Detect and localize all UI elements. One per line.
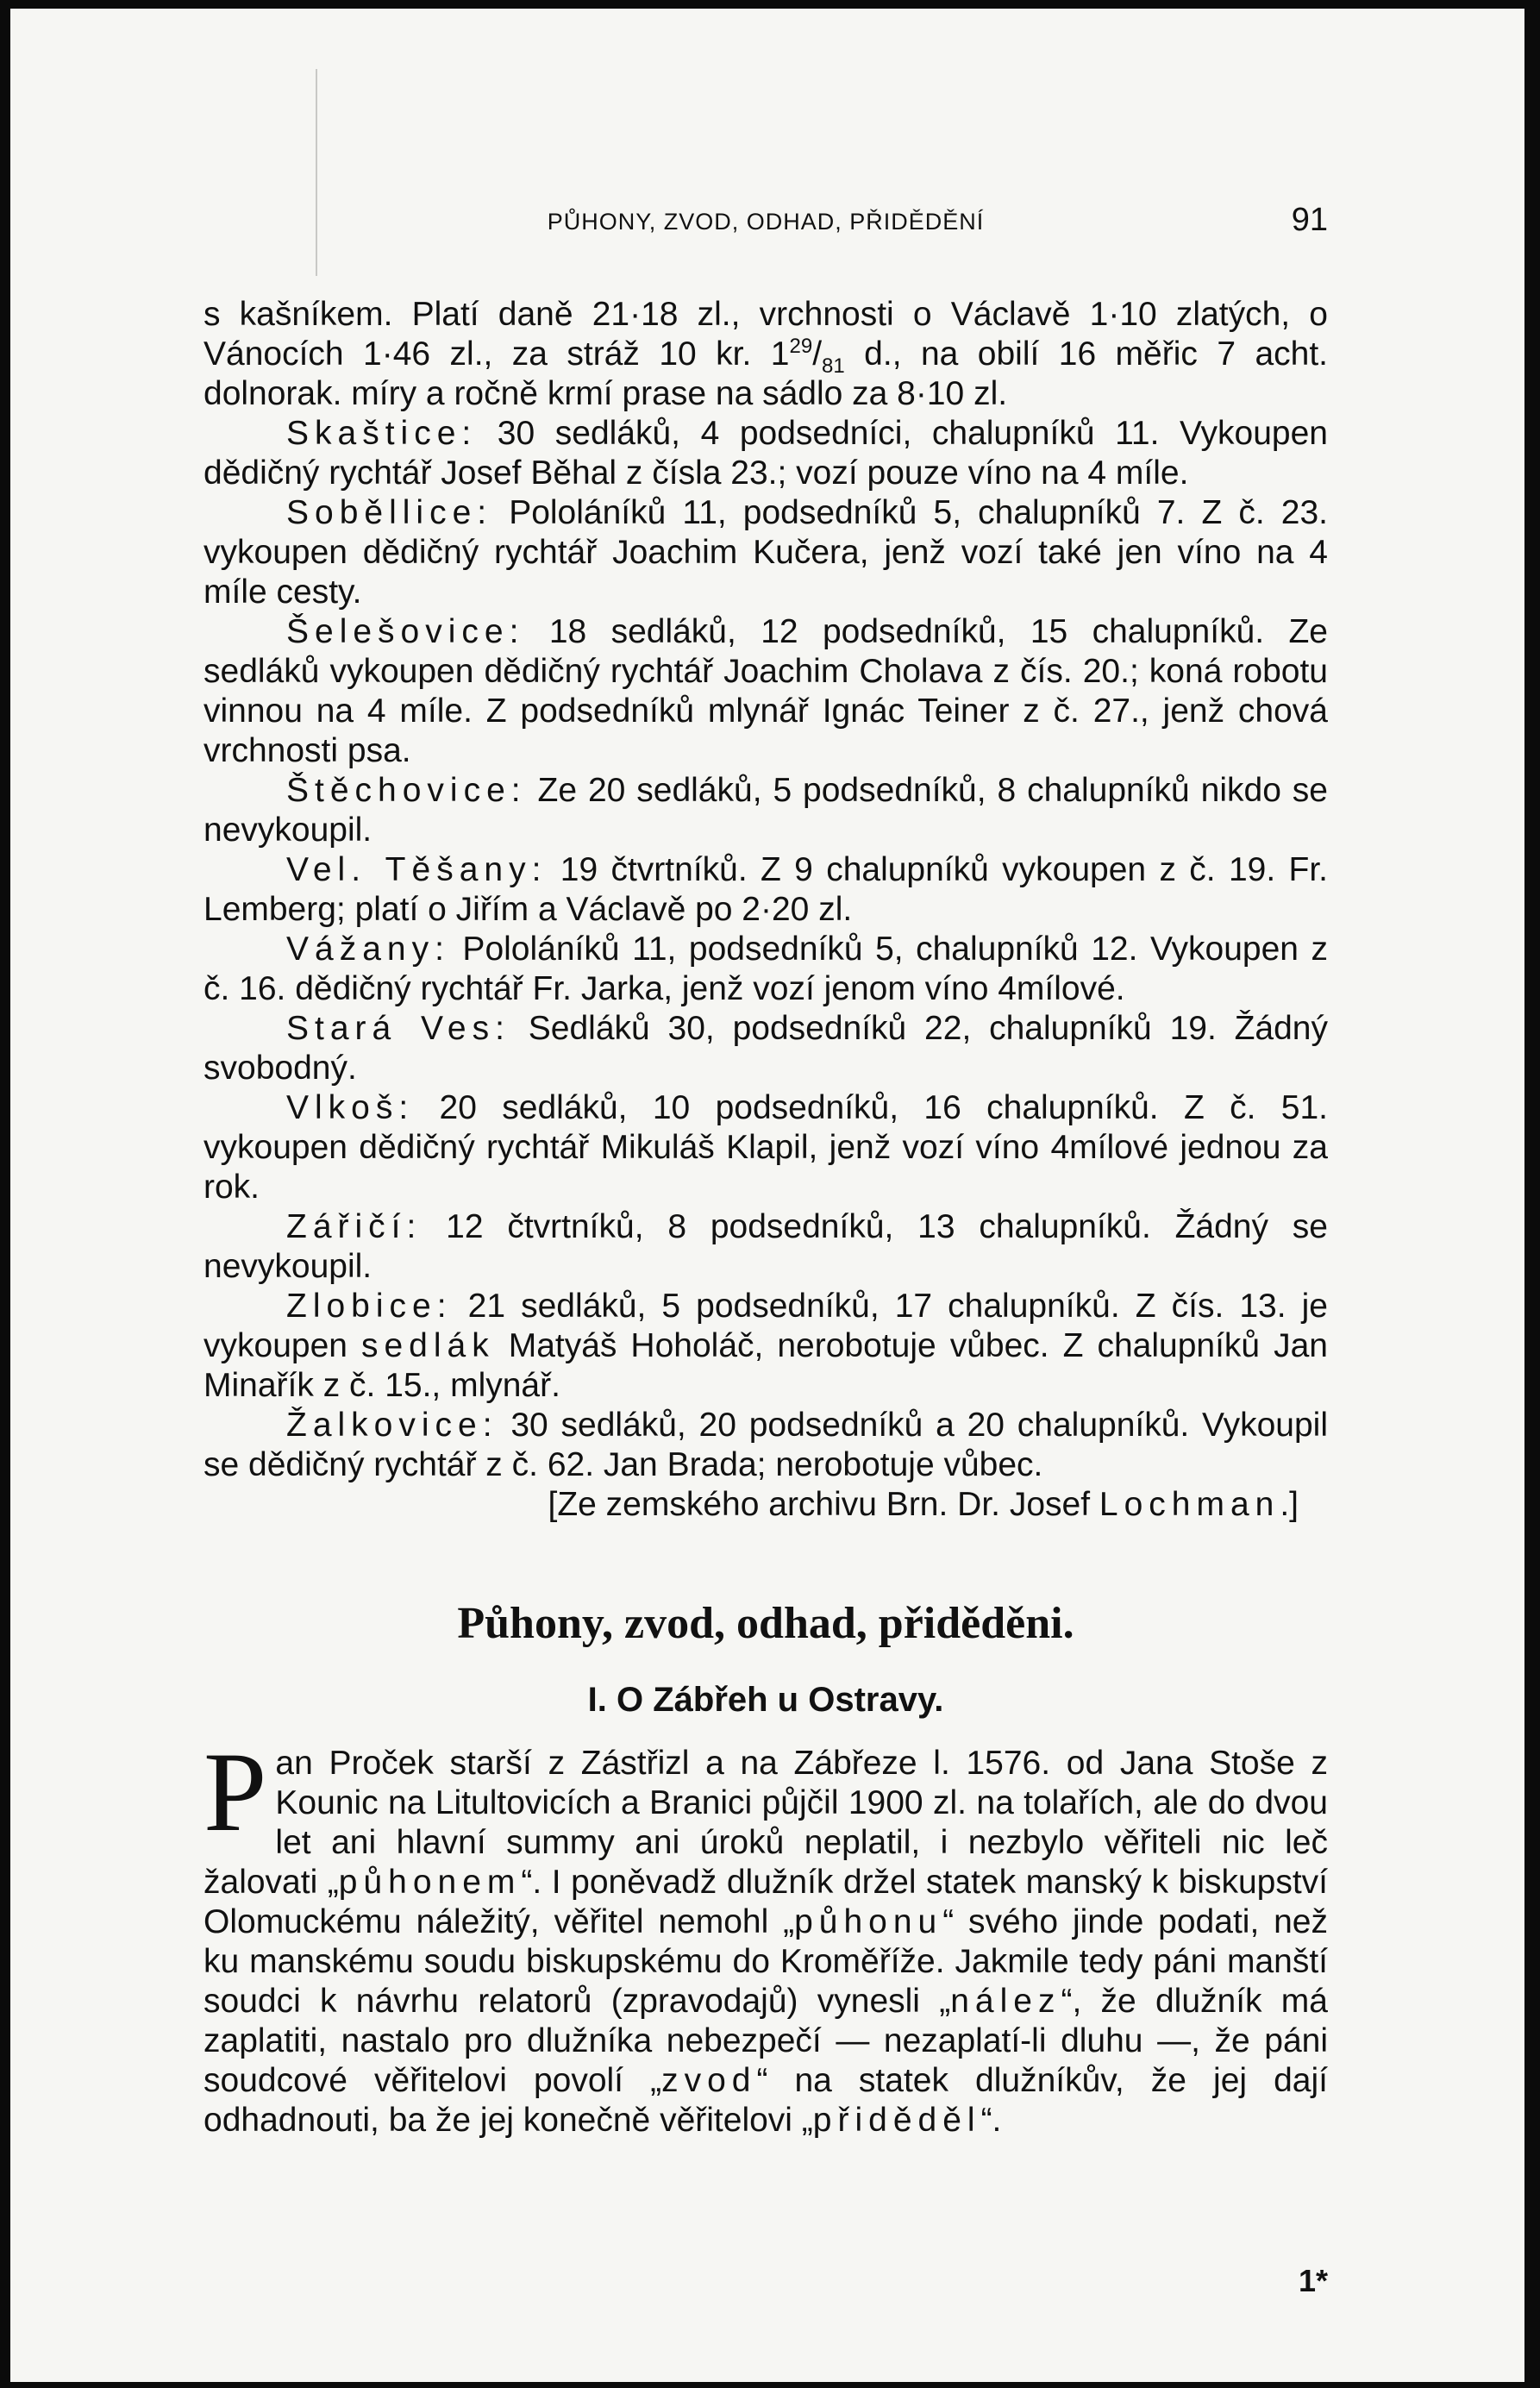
village-name: Zlobice: xyxy=(286,1288,453,1325)
village-name: Šelešovice: xyxy=(286,613,525,650)
village-entry xyxy=(203,1088,1328,1207)
village-name: Zářičí: xyxy=(286,1208,423,1245)
village-name: Skaštice: xyxy=(286,415,478,452)
drop-cap: P xyxy=(203,1728,267,1855)
page-number: 91 xyxy=(1291,202,1328,238)
village-text: 21 sedláků, 5 podsedníků, 17 chalupníků. Z čís. 13. je vykoupen xyxy=(203,1288,1328,1364)
village-name: Vážany: xyxy=(286,931,450,968)
printer-signature-mark: 1* xyxy=(1298,2263,1328,2298)
term-prideli: přiděděl xyxy=(812,2102,981,2139)
village-entry xyxy=(203,414,1328,493)
village-text: 19 čtvrtníků. Z 9 chalupníků vykoupen z č. 19. Fr. Lemberg; platí o Jiřím a Václavě po 2·20 zl. xyxy=(203,851,1328,928)
term-puhonu: půhonu xyxy=(794,1903,943,1940)
book-page xyxy=(10,9,1524,2382)
village-text: 12 čtvrtníků, 8 podsedníků, 13 chalupníků. Žádný se nevykoupil. xyxy=(203,1208,1328,1285)
running-title: PŮHONY, ZVOD, ODHAD, PŘIDĚDĚNÍ xyxy=(547,209,985,235)
article-title: Půhony, zvod, odhad, přiděděni. xyxy=(457,1599,1074,1648)
village-entry xyxy=(203,850,1328,930)
source-signature xyxy=(203,1485,1328,1525)
village-entry xyxy=(203,612,1328,771)
spaced-word: sedlák xyxy=(360,1327,495,1364)
village-text: 30 sedláků, 4 podsedníci, chalupníků 11. Vykoupen dědičný rychtář Josef Běhal z čísla 23.; vozí pouze víno na 4 míle. xyxy=(203,415,1328,492)
signature-suffix: .] xyxy=(1280,1486,1299,1523)
running-header xyxy=(203,197,1328,266)
signature-name: Lochman xyxy=(1099,1486,1280,1523)
village-entry xyxy=(203,930,1328,1009)
intro-paragraph: s kašníkem. Platí daně 21·18 zl., vrchnosti o Václavě 1·10 zlatých, o Vánocích 1·46 zl., za stráž 10 kr. $1^{29}/_{81}$ d., na obilí 16 měřic 7 acht. dolnorak. míry a ročně krmí prase na sádlo za 8·10 zl. xyxy=(203,296,1328,412)
fraction-numerator: 29 xyxy=(789,335,813,358)
article-text-5: “ na statek dlužníkův, že jej dají odhadnouti, ba že jej konečně věřitelovi „ xyxy=(203,2062,1328,2139)
village-text: Ze 20 sedláků, 5 podsedníků, 8 chalupníků nikdo se nevykoupil. xyxy=(203,772,1328,849)
village-name: Soběllice: xyxy=(286,494,493,531)
village-entry xyxy=(203,1207,1328,1287)
village-entry xyxy=(203,771,1328,850)
village-name: Vel. Těšany: xyxy=(286,851,548,888)
village-name: Žalkovice: xyxy=(286,1407,498,1444)
village-name: Štěchovice: xyxy=(286,772,527,809)
village-text: Pololáníků 11, podsedníků 5, chalupníků 12. Vykoupen z č. 16. dědičný rychtář Fr. Jarka, jenž vozí jenom víno 4mílové. xyxy=(203,931,1328,1007)
village-text: Sedláků 30, podsedníků 22, chalupníků 19. Žádný svobodný. xyxy=(203,1010,1328,1087)
signature-prefix: [Ze zemského archivu Brn. Dr. Josef xyxy=(548,1486,1099,1523)
village-text: 20 sedláků, 10 podsedníků, 16 chalupníků. Z č. 51. vykoupen dědičný rychtář Mikuláš Klapil, jenž vozí víno 4mílové jednou za rok. xyxy=(203,1089,1328,1206)
village-text: Pololáníků 11, podsedníků 5, chalupníků 7. Z č. 23. vykoupen dědičný rychtář Joachim Kučera, jenž vozí také jen víno na 4 míle cesty. xyxy=(203,494,1328,611)
article-text-3: “ svého jinde podati, než ku manskému soudu biskupskému do Kroměříže. Jakmile tedy páni manští soudci k návrhu relatorů (zpravodajů) vynesli „ xyxy=(203,1903,1328,2020)
fraction-denominator: 81 xyxy=(822,354,845,378)
term-nalez: nález xyxy=(950,1983,1061,2020)
village-name: Vlkoš: xyxy=(286,1089,415,1126)
article-paragraph xyxy=(203,1728,1329,2140)
article-text-6: “. xyxy=(980,2102,1002,2139)
article-text-2: “. I poněvadž dlužník držel statek manský k biskupství Olomuckému náležitý, věřitel nemohl „ xyxy=(203,1864,1329,1940)
village-entry xyxy=(203,1406,1328,1485)
text-block xyxy=(203,9,1329,2298)
village-entry xyxy=(203,1287,1328,1406)
term-puhonem: půhonem xyxy=(338,1864,522,1901)
village-text: 30 sedláků, 20 podsedníků a 20 chalupníků. Vykoupil se dědičný rychtář z č. 62. Jan Brada; nerobotuje vůbec. xyxy=(203,1407,1328,1483)
village-text-cont: Matyáš Hoholáč, nerobotuje vůbec. Z chalupníků Jan Minařík z č. 15., mlynář. xyxy=(203,1327,1328,1404)
village-text: 18 sedláků, 12 podsedníků, 15 chalupníků. Ze sedláků vykoupen dědičný rychtář Joachim Cholava z čís. 20.; koná robotu vinnou na 4 míle. Z podsedníků mlynář Ignác Teiner z č. 27., jenž chová vrchnosti psa. xyxy=(203,613,1328,769)
term-zvod: zvod xyxy=(661,2062,757,2099)
article-subtitle: I. O Zábřeh u Ostravy. xyxy=(587,1681,944,1719)
village-name: Stará Ves: xyxy=(286,1010,510,1047)
intro-text-1: s kašníkem. Platí daně 21·18 zl., vrchnosti o Václavě 1·10 zlatých, o Vánocích 1·46 zl., za stráž 10 kr. 1 xyxy=(203,296,1328,373)
intro-text-2: d., na obilí 16 měřic 7 acht. dolnorak. míry a ročně krmí prase na sádlo za 8·10 zl. xyxy=(203,335,1328,412)
article-text-1: an Proček starší z Zástřizl a na Zábřeze l. 1576. od Jana Stoše z Kounic na Litultovicích a Branici půjčil 1900 zl. na tolařích, ale do dvou let ani hlavní summy ani úroků neplatil, i nezbylo věřiteli nic leč žalovati „ xyxy=(203,1745,1328,1901)
village-entry xyxy=(203,493,1328,612)
village-entry xyxy=(203,1009,1328,1088)
article-text-4: “, že dlužník má zaplatiti, nastalo pro dlužníka nebezpečí — nezaplatí-li dluhu —, že páni soudcové věřitelovi povolí „ xyxy=(203,1983,1328,2099)
